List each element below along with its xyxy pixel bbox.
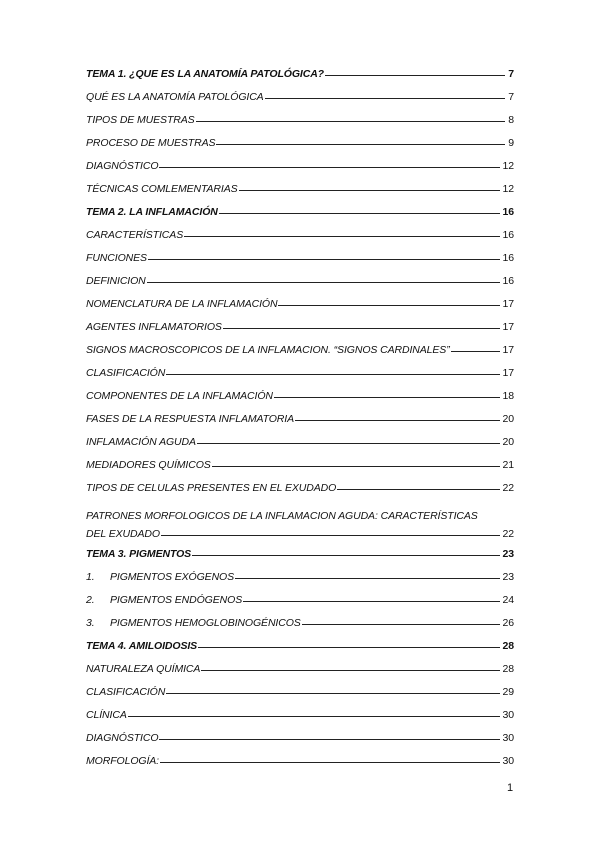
toc-entry-page: 12	[502, 160, 514, 172]
toc-entry-label: TEMA 2. LA INFLAMACIÓN	[86, 206, 218, 218]
toc-entry-label: CLÍNICA	[86, 709, 127, 721]
toc-entry-number: 1.	[86, 571, 95, 583]
toc-entry-page: 16	[502, 206, 514, 218]
toc-entry-page: 9	[508, 137, 514, 149]
toc-entry-page: 26	[502, 617, 514, 629]
toc-dot-leader	[196, 121, 506, 122]
toc-entry[interactable]	[86, 137, 514, 160]
toc-dot-leader	[147, 282, 500, 283]
toc-entry-label: TEMA 3. PIGMENTOS	[86, 548, 192, 560]
toc-entry[interactable]	[86, 298, 514, 321]
toc-entry-label: CLASIFICACIÓN	[86, 367, 166, 379]
toc-dot-leader	[192, 555, 499, 556]
toc-dot-leader	[166, 374, 499, 375]
toc-dot-leader	[223, 328, 500, 329]
toc-dot-leader	[184, 236, 499, 237]
toc-entry[interactable]	[86, 732, 514, 755]
toc-dot-leader	[161, 535, 500, 536]
toc-entry[interactable]	[86, 663, 514, 686]
toc-entry-page: 30	[502, 732, 514, 744]
toc-dot-leader	[451, 351, 500, 352]
toc-entry[interactable]	[86, 436, 514, 459]
toc-entry-page: 12	[502, 183, 514, 195]
toc-entry-page: 7	[508, 68, 514, 80]
toc-dot-leader	[265, 98, 506, 99]
toc-entry-label: NOMENCLATURA DE LA INFLAMACIÓN	[86, 298, 278, 310]
toc-entry-page: 23	[502, 571, 514, 583]
toc-entry[interactable]	[86, 91, 514, 114]
toc-chapter-entry[interactable]	[86, 206, 514, 229]
toc-dot-leader	[295, 420, 500, 421]
toc-entry-page: 7	[508, 91, 514, 103]
toc-entry-label: PATRONES MORFOLOGICOS DE LA INFLAMACION AGUDA: CARACTERÍSTICAS	[86, 510, 478, 522]
toc-entry-page: 8	[508, 114, 514, 126]
toc-entry[interactable]	[86, 160, 514, 183]
toc-entry-label: DIAGNÓSTICO	[86, 732, 159, 744]
toc-entry[interactable]	[86, 482, 514, 505]
toc-entry-label: DIAGNÓSTICO	[86, 160, 159, 172]
toc-dot-leader	[302, 624, 500, 625]
toc-dot-leader	[337, 489, 499, 490]
toc-dot-leader	[274, 397, 500, 398]
toc-entry-label: NATURALEZA QUÍMICA	[86, 663, 201, 675]
toc-dot-leader	[235, 578, 499, 579]
toc-entry-page: 28	[502, 663, 514, 675]
toc-entry-label: PIGMENTOS ENDÓGENOS	[110, 594, 243, 606]
toc-entry[interactable]	[86, 229, 514, 252]
toc-entry-label-continued: DEL EXUDADO	[86, 528, 160, 540]
toc-entry[interactable]	[86, 344, 514, 367]
toc-entry-label: TEMA 1. ¿QUE ES LA ANATOMÍA PATOLÓGICA?	[86, 68, 324, 80]
toc-chapter-entry[interactable]	[86, 68, 514, 91]
toc-entry-label: TEMA 4. AMILOIDOSIS	[86, 640, 198, 652]
toc-entry-number: 2.	[86, 594, 95, 606]
toc-entry-label: PROCESO DE MUESTRAS	[86, 137, 216, 149]
toc-entry-label: MEDIADORES QUÍMICOS	[86, 459, 211, 471]
toc-entry-page: 20	[502, 413, 514, 425]
toc-entry-number: 3.	[86, 617, 95, 629]
toc-entry-label: MORFOLOGÍA:	[86, 755, 159, 767]
toc-entry-label: PIGMENTOS EXÓGENOS	[110, 571, 235, 583]
toc-entry[interactable]	[86, 183, 514, 206]
toc-dot-leader	[278, 305, 499, 306]
toc-dot-leader	[128, 716, 500, 717]
toc-chapter-entry[interactable]	[86, 548, 514, 571]
toc-entry[interactable]	[86, 367, 514, 390]
toc-entry-label: AGENTES INFLAMATORIOS	[86, 321, 222, 333]
toc-entry[interactable]	[86, 114, 514, 137]
toc-dot-leader	[201, 670, 499, 671]
toc-entry-page: 21	[502, 459, 514, 471]
toc-dot-leader	[148, 259, 500, 260]
toc-dot-leader	[159, 739, 499, 740]
toc-entry-label: FUNCIONES	[86, 252, 147, 264]
toc-entry-label: CLASIFICACIÓN	[86, 686, 166, 698]
toc-entry-label: SIGNOS MACROSCOPICOS DE LA INFLAMACION. “SIGNOS CARDINALES”	[86, 344, 450, 356]
table-of-contents	[86, 68, 514, 778]
toc-entry[interactable]	[86, 459, 514, 482]
toc-dot-leader	[160, 762, 500, 763]
toc-entry-page: 24	[502, 594, 514, 606]
toc-dot-leader	[325, 75, 505, 76]
toc-entry-page: 30	[502, 755, 514, 767]
toc-entry-label: CARACTERÍSTICAS	[86, 229, 184, 241]
toc-entry-page: 17	[502, 367, 514, 379]
toc-entry-label: DEFINICION	[86, 275, 146, 287]
toc-entry-page: 29	[502, 686, 514, 698]
toc-dot-leader	[198, 647, 499, 648]
toc-chapter-entry[interactable]	[86, 640, 514, 663]
toc-entry-label: TÉCNICAS COMLEMENTARIAS	[86, 183, 238, 195]
toc-entry-page: 16	[502, 229, 514, 241]
toc-dot-leader	[159, 167, 499, 168]
toc-entry[interactable]	[86, 275, 514, 298]
page-number: 1	[507, 782, 514, 794]
toc-entry-page: 22	[502, 528, 514, 540]
toc-dot-leader	[216, 144, 505, 145]
toc-dot-leader	[239, 190, 500, 191]
toc-dot-leader	[197, 443, 500, 444]
toc-entry[interactable]	[86, 617, 514, 640]
toc-entry-label: COMPONENTES DE LA INFLAMACIÓN	[86, 390, 273, 402]
toc-entry-page: 17	[502, 298, 514, 310]
toc-entry-label: TIPOS DE MUESTRAS	[86, 114, 195, 126]
toc-entry-page: 16	[502, 252, 514, 264]
toc-entry-page: 23	[502, 548, 514, 560]
toc-entry-page: 16	[502, 275, 514, 287]
toc-entry[interactable]	[86, 252, 514, 275]
toc-entry-page: 22	[502, 482, 514, 494]
toc-entry[interactable]	[86, 390, 514, 413]
toc-dot-leader	[219, 213, 500, 214]
toc-dot-leader	[166, 693, 499, 694]
toc-entry-page: 18	[502, 390, 514, 402]
toc-entry-page: 30	[502, 709, 514, 721]
toc-entry[interactable]	[86, 755, 514, 778]
toc-entry-page: 17	[502, 344, 514, 356]
toc-entry-label: TIPOS DE CELULAS PRESENTES EN EL EXUDADO	[86, 482, 337, 494]
toc-entry-line	[86, 528, 514, 546]
toc-entry[interactable]	[86, 594, 514, 617]
toc-entry[interactable]	[86, 571, 514, 594]
toc-dot-leader	[243, 601, 499, 602]
toc-entry-label: PIGMENTOS HEMOGLOBINOGÉNICOS	[110, 617, 301, 629]
toc-entry[interactable]	[86, 686, 514, 709]
toc-entry-label: FASES DE LA RESPUESTA INFLAMATORIA	[86, 413, 295, 425]
toc-entry-page: 20	[502, 436, 514, 448]
toc-entry-page: 28	[502, 640, 514, 652]
toc-entry[interactable]	[86, 709, 514, 732]
toc-entry[interactable]	[86, 505, 514, 548]
toc-entry[interactable]	[86, 321, 514, 344]
toc-entry-page: 17	[502, 321, 514, 333]
toc-entry-label: QUÉ ES LA ANATOMÍA PATOLÓGICA	[86, 91, 264, 103]
toc-entry-label: INFLAMACIÓN AGUDA	[86, 436, 196, 448]
toc-dot-leader	[212, 466, 500, 467]
toc-entry[interactable]	[86, 413, 514, 436]
